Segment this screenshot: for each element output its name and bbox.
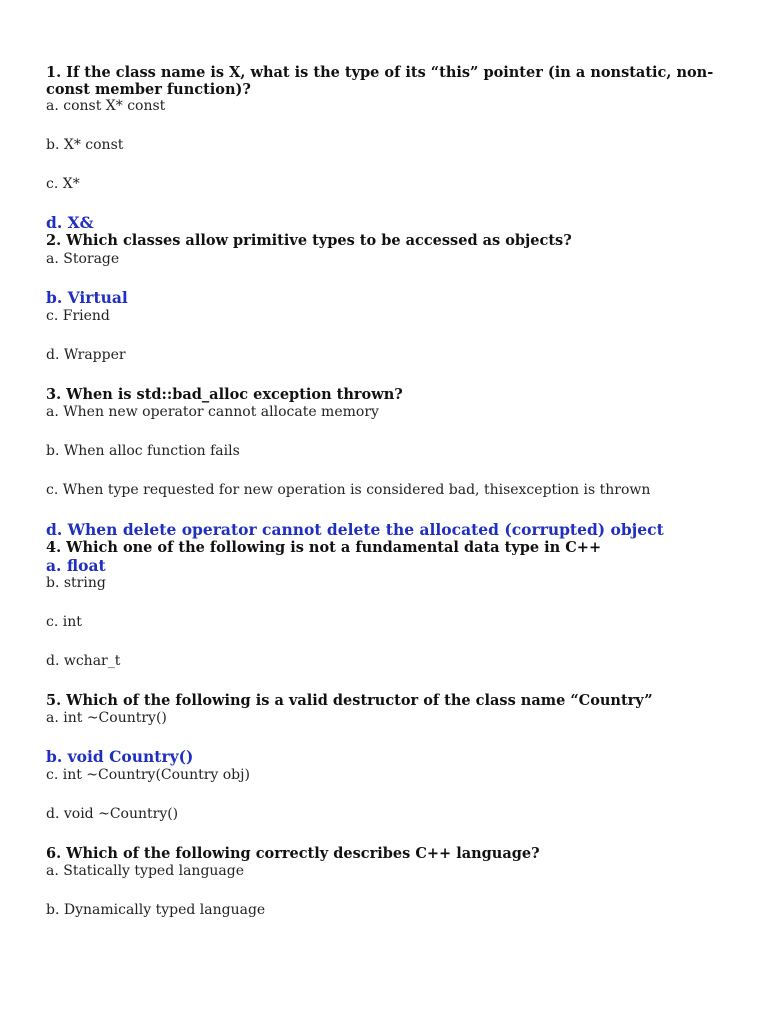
question-4-option-b: b. string [46, 575, 106, 591]
question-1-option-c: c. X* [46, 176, 80, 192]
question-1-option-d-highlighted: d. X& [46, 213, 94, 232]
question-5-text: 5. Which of the following is a valid destructor of the class name “Country” [46, 692, 653, 709]
question-3-option-d-highlighted: d. When delete operator cannot delete the allocated (corrupted) object [46, 520, 664, 539]
question-2-option-d: d. Wrapper [46, 347, 126, 363]
question-4-option-c: c. int [46, 614, 82, 630]
question-6-text: 6. Which of the following correctly describes C++ language? [46, 845, 540, 862]
question-1-text: 1. If the class name is X, what is the type of its “this” pointer (in a nonstatic, non-const member function)? [46, 64, 714, 98]
question-5-option-d: d. void ~Country() [46, 806, 179, 822]
question-1-option-b: b. X* const [46, 137, 124, 153]
question-4-option-d: d. wchar_t [46, 653, 121, 669]
question-2-option-c: c. Friend [46, 308, 110, 324]
question-5-option-c: c. int ~Country(Country obj) [46, 767, 250, 783]
question-2-option-b-highlighted: b. Virtual [46, 288, 128, 307]
question-5-option-b-highlighted: b. void Country() [46, 747, 194, 766]
question-4-text: 4. Which one of the following is not a fundamental data type in C++ [46, 539, 602, 556]
question-3-option-a: a. When new operator cannot allocate memory [46, 404, 379, 420]
question-3-option-b: b. When alloc function fails [46, 443, 240, 459]
question-6-option-a: a. Statically typed language [46, 863, 245, 879]
question-5-option-a: a. int ~Country() [46, 710, 167, 726]
question-1-option-a: a. const X* const [46, 98, 166, 114]
question-3-option-c: c. When type requested for new operation is considered bad, thisexception is thrown [46, 482, 651, 498]
question-6-option-b: b. Dynamically typed language [46, 902, 266, 918]
question-3-text: 3. When is std::bad_alloc exception thrown? [46, 386, 403, 403]
question-4-option-a-highlighted: a. float [46, 556, 106, 575]
question-2-text: 2. Which classes allow primitive types to be accessed as objects? [46, 232, 572, 249]
question-2-option-a: a. Storage [46, 251, 120, 267]
